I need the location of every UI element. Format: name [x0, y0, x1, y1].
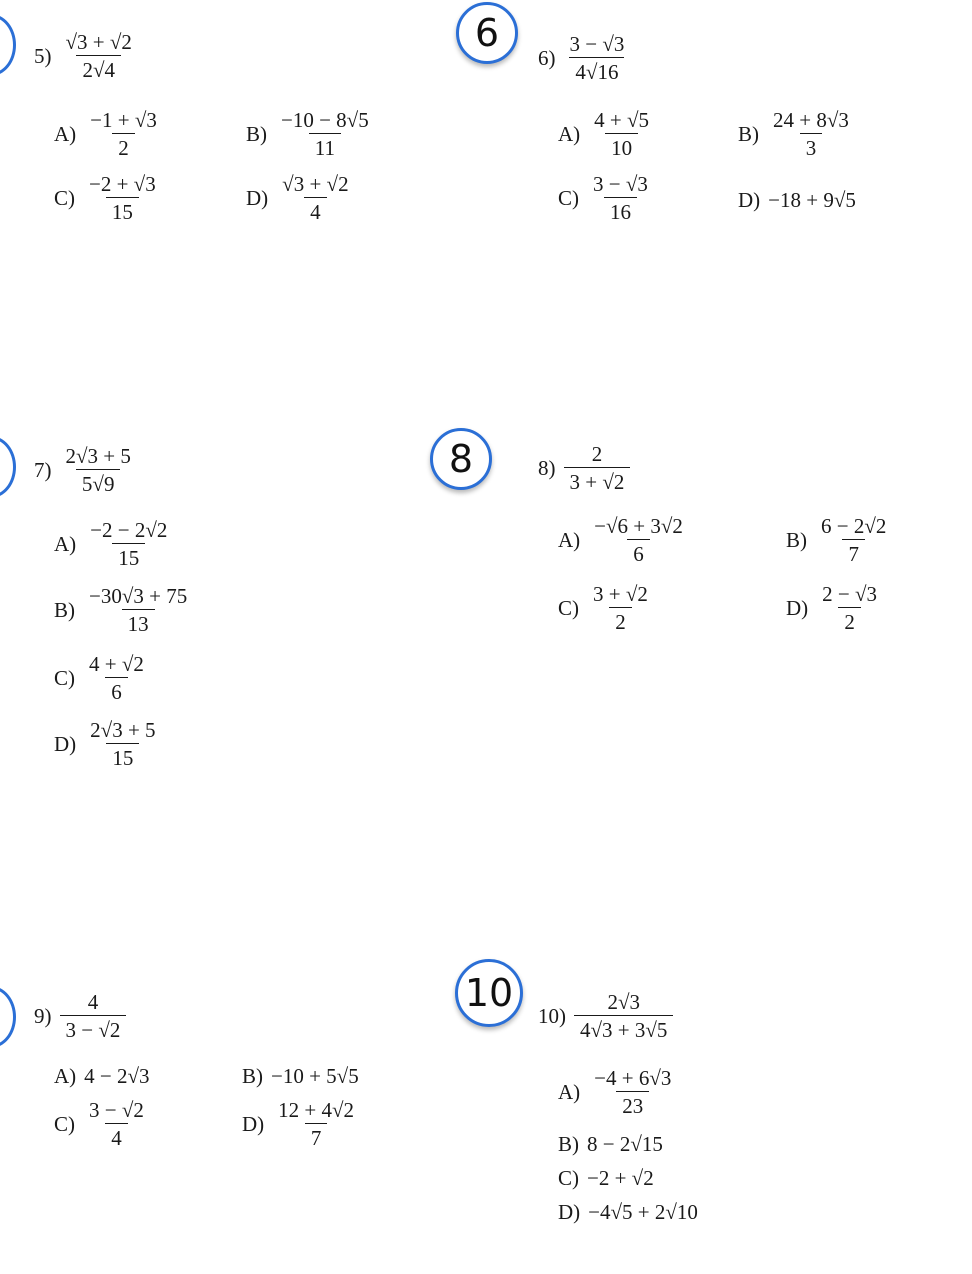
- denominator: 23: [616, 1091, 649, 1118]
- question-10: [538, 990, 673, 1042]
- choice-9c[interactable]: [54, 1098, 150, 1150]
- choice-expression: [272, 1098, 360, 1150]
- choice-expression: −10 + 5√5: [271, 1064, 359, 1088]
- denominator: 4: [105, 1123, 128, 1150]
- numerator: 3 − √3: [569, 32, 625, 56]
- choice-9a[interactable]: [54, 1064, 150, 1089]
- numerator: 2√3 + 5: [65, 444, 131, 468]
- choice-5a[interactable]: [54, 108, 163, 160]
- badge-7-edge: [0, 436, 16, 498]
- question-5: [34, 30, 138, 82]
- choice-label: B): [242, 1064, 263, 1088]
- numerator: √3 + √2: [282, 172, 349, 196]
- denominator: 4√16: [569, 57, 624, 84]
- choice-expression: [815, 514, 892, 566]
- choice-expression: −18 + 9√5: [768, 188, 856, 212]
- choice-8b[interactable]: [786, 514, 892, 566]
- badge-9-edge: [0, 986, 16, 1048]
- denominator: 4√3 + 3√5: [574, 1015, 673, 1042]
- denominator: 11: [309, 133, 341, 160]
- numerator: 3 + √2: [593, 582, 648, 606]
- choice-5b[interactable]: [246, 108, 375, 160]
- choice-expression: [84, 518, 173, 570]
- choice-5d[interactable]: [246, 172, 355, 224]
- choice-8a[interactable]: [558, 514, 689, 566]
- question-expression: [564, 442, 631, 494]
- numerator: −2 − 2√2: [90, 518, 168, 542]
- numerator: 4: [87, 990, 99, 1014]
- choice-6a[interactable]: [558, 108, 655, 160]
- denominator: 4: [304, 197, 327, 224]
- choice-label: C): [558, 185, 579, 210]
- denominator: 3 + √2: [564, 467, 631, 494]
- choice-label: C): [54, 1111, 75, 1136]
- choice-7d[interactable]: [54, 718, 162, 770]
- choice-label: B): [54, 597, 75, 622]
- question-expression: [574, 990, 673, 1042]
- question-6: [538, 32, 630, 84]
- denominator: 3 − √2: [60, 1015, 127, 1042]
- numerator: 3 − √2: [89, 1098, 144, 1122]
- choice-expression: [276, 172, 354, 224]
- denominator: 6: [105, 677, 128, 704]
- choice-expression: 8 − 2√15: [587, 1132, 663, 1156]
- choice-10a[interactable]: [558, 1066, 677, 1118]
- numerator: −√6 + 3√2: [594, 514, 683, 538]
- choice-label: C): [54, 185, 75, 210]
- choice-expression: −4√5 + 2√10: [588, 1200, 698, 1224]
- choice-expression: [767, 108, 855, 160]
- choice-label: C): [54, 665, 75, 690]
- choice-label: A): [54, 1064, 77, 1088]
- numerator: √3 + √2: [65, 30, 132, 54]
- denominator: 5√9: [76, 469, 121, 496]
- question-number: 6): [538, 45, 556, 70]
- choice-expression: [588, 514, 689, 566]
- choice-label: A): [558, 1079, 581, 1104]
- numerator: 2 − √3: [822, 582, 878, 606]
- choice-8d[interactable]: [786, 582, 883, 634]
- numerator: 2: [591, 442, 603, 466]
- choice-7c[interactable]: [54, 652, 150, 704]
- choice-expression: [588, 1066, 677, 1118]
- choice-label: D): [738, 188, 761, 212]
- question-expression: [60, 444, 137, 496]
- choice-label: D): [558, 1200, 581, 1224]
- numerator: −10 − 8√5: [281, 108, 369, 132]
- choice-expression: [588, 108, 655, 160]
- question-expression: [564, 32, 631, 84]
- choice-label: B): [786, 527, 807, 552]
- badge-5-edge: [0, 14, 16, 76]
- choice-expression: [83, 172, 162, 224]
- question-9: [34, 990, 126, 1042]
- denominator: 10: [605, 133, 638, 160]
- choice-label: A): [558, 527, 581, 552]
- numerator: 4 + √5: [594, 108, 650, 132]
- question-number: 9): [34, 1003, 52, 1028]
- choice-label: C): [558, 595, 579, 620]
- denominator: 15: [106, 197, 139, 224]
- numerator: 4 + √2: [89, 652, 144, 676]
- choice-9b[interactable]: [242, 1064, 359, 1089]
- choice-7b[interactable]: [54, 584, 193, 636]
- choice-expression: [83, 1098, 150, 1150]
- choice-label: A): [558, 121, 581, 146]
- question-number: 5): [34, 43, 52, 68]
- choice-label: C): [558, 1166, 579, 1190]
- question-number: 7): [34, 457, 52, 482]
- choice-label: A): [54, 531, 77, 556]
- choice-10c[interactable]: [558, 1166, 654, 1191]
- choice-label: B): [738, 121, 759, 146]
- choice-expression: [816, 582, 883, 634]
- numerator: 3 − √3: [593, 172, 648, 196]
- question-expression: [60, 30, 138, 82]
- numerator: 2√3: [607, 990, 640, 1014]
- question-number: 10): [538, 1003, 566, 1028]
- numerator: −1 + √3: [90, 108, 157, 132]
- choice-expression: [83, 584, 193, 636]
- denominator: 2: [609, 607, 632, 634]
- choice-expression: [587, 172, 654, 224]
- denominator: 16: [604, 197, 637, 224]
- badge-10: 10: [455, 959, 523, 1027]
- choice-expression: [83, 652, 150, 704]
- choice-5c[interactable]: [54, 172, 162, 224]
- denominator: 2: [112, 133, 135, 160]
- choice-label: D): [786, 595, 809, 620]
- choice-6d[interactable]: [738, 188, 856, 213]
- denominator: 7: [305, 1123, 328, 1150]
- denominator: 2: [838, 607, 861, 634]
- numerator: −4 + 6√3: [594, 1066, 672, 1090]
- denominator: 7: [842, 539, 865, 566]
- choice-9d[interactable]: [242, 1098, 360, 1150]
- denominator: 15: [112, 543, 145, 570]
- denominator: 6: [627, 539, 650, 566]
- question-number: 8): [538, 455, 556, 480]
- badge-6: 6: [456, 2, 518, 64]
- question-7: [34, 444, 137, 496]
- choice-expression: [587, 582, 654, 634]
- denominator: 15: [106, 743, 139, 770]
- choice-6b[interactable]: [738, 108, 855, 160]
- choice-label: B): [246, 121, 267, 146]
- choice-8c[interactable]: [558, 582, 654, 634]
- choice-6c[interactable]: [558, 172, 654, 224]
- numerator: 12 + 4√2: [278, 1098, 355, 1122]
- choice-7a[interactable]: [54, 518, 173, 570]
- choice-expression: [275, 108, 375, 160]
- choice-expression: 4 − 2√3: [84, 1064, 150, 1088]
- denominator: 2√4: [76, 55, 121, 82]
- numerator: −30√3 + 75: [89, 584, 188, 608]
- denominator: 3: [800, 133, 823, 160]
- choice-label: B): [558, 1132, 579, 1156]
- choice-10b[interactable]: [558, 1132, 663, 1157]
- question-8: [538, 442, 630, 494]
- numerator: 2√3 + 5: [90, 718, 156, 742]
- choice-10d[interactable]: [558, 1200, 698, 1225]
- numerator: 6 − 2√2: [821, 514, 887, 538]
- choice-label: D): [54, 731, 77, 756]
- choice-label: A): [54, 121, 77, 146]
- choice-label: D): [242, 1111, 265, 1136]
- choice-expression: [84, 718, 161, 770]
- numerator: 24 + 8√3: [773, 108, 849, 132]
- choice-expression: −2 + √2: [587, 1166, 654, 1190]
- denominator: 13: [122, 609, 155, 636]
- question-expression: [60, 990, 127, 1042]
- choice-label: D): [246, 185, 269, 210]
- badge-8: 8: [430, 428, 492, 490]
- choice-expression: [84, 108, 163, 160]
- numerator: −2 + √3: [89, 172, 156, 196]
